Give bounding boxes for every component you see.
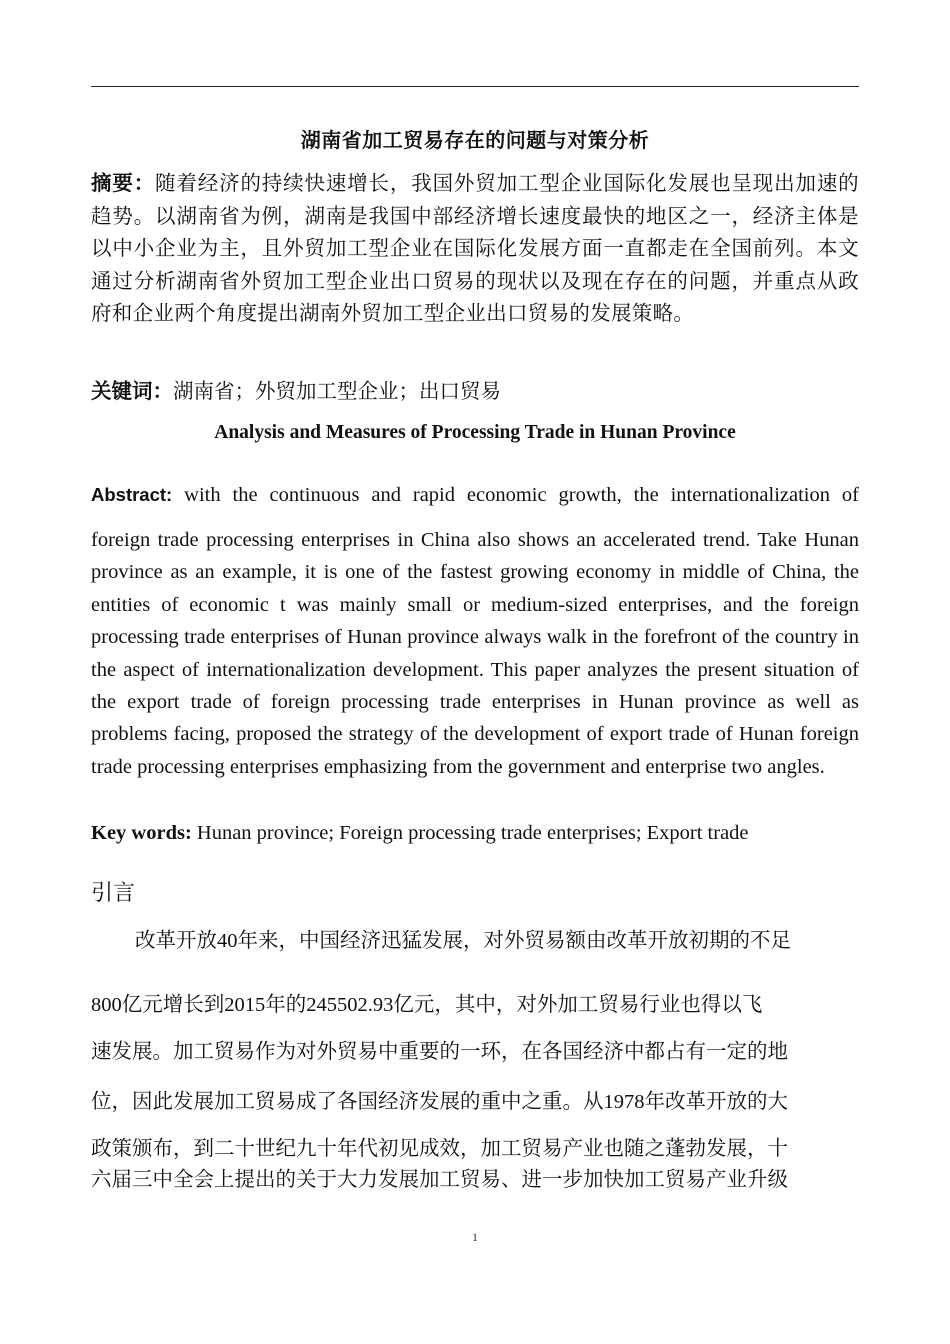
english-title: Analysis and Measures of Processing Trade in Hunan Province [214,422,736,443]
intro-line: 政策颁布，到二十世纪九十年代初见成效，加工贸易产业也随之蓬勃发展，十 [91,1138,788,1160]
english-abstract-body: foreign trade processing enterprises in China also shows an accelerated trend. Take Hunan province as an example, it is one of the fastest growing economy in middle of China, the entities of economic t was mainly small or medium-sized enterprises, and the foreign processing trade enterprises of Hunan province always walk in the forefront of the country in the aspect of internationalization development. This paper analyzes the present situation of the export trade of foreign processing trade enterprises in Hunan province as well as problems facing, proposed the strategy of the development of export trade of Hunan foreign trade processing enterprises emphasizing from the government and enterprise two angles. [91,529,859,778]
intro-line: 800亿元增长到2015年的245502.93亿元，其中，对外加工贸易行业也得以飞 [91,994,763,1016]
chinese-abstract [91,168,859,331]
english-keywords-label: Key words: [91,822,192,844]
header-rule [91,86,859,87]
chinese-abstract-label: 摘要： [91,173,156,195]
english-keywords-text: Hunan province; Foreign processing trade enterprises; Export trade [191,822,749,844]
intro-line: 位，因此发展加工贸易成了各国经济发展的重中之重。从1978年改革开放的大 [91,1091,788,1113]
chinese-abstract-text: 随着经济的持续快速增长，我国外贸加工型企业国际化发展也呈现出加速的趋势。以湖南省为例，湖南是我国中部经济增长速度最快的地区之一，经济主体是以中小企业为主，且外贸加工型企业在国际化发展方面一直都走在全国前列。本文通过分析湖南省外贸加工型企业出口贸易的现状以及现在存在的问题，并重点从政府和企业两个角度提出湖南外贸加工型企业出口贸易的发展策略。 [91,173,859,325]
english-abstract-first-line [91,480,859,510]
page-number: 1 [472,1230,478,1244]
chinese-keywords-text: 湖南省；外贸加工型企业；出口贸易 [173,381,501,403]
chinese-keywords [91,376,859,408]
intro-line: 速发展。加工贸易作为对外贸易中重要的一环，在各国经济中都占有一定的地 [91,1041,788,1063]
chinese-title: 湖南省加工贸易存在的问题与对策分析 [300,130,650,152]
intro-line: 改革开放40年来，中国经济迅猛发展，对外贸易额由改革开放初期的不足 [135,930,791,952]
english-keywords [91,817,859,849]
english-abstract-first-text: with the continuous and rapid economic growth, the internationalization of [172,484,859,506]
intro-line: 六届三中全会上提出的关于大力发展加工贸易、进一步加快加工贸易产业升级 [91,1169,788,1191]
english-abstract-label: Abstract: [91,484,173,505]
intro-heading: 引言 [91,880,136,905]
chinese-keywords-label: 关键词： [91,381,173,403]
